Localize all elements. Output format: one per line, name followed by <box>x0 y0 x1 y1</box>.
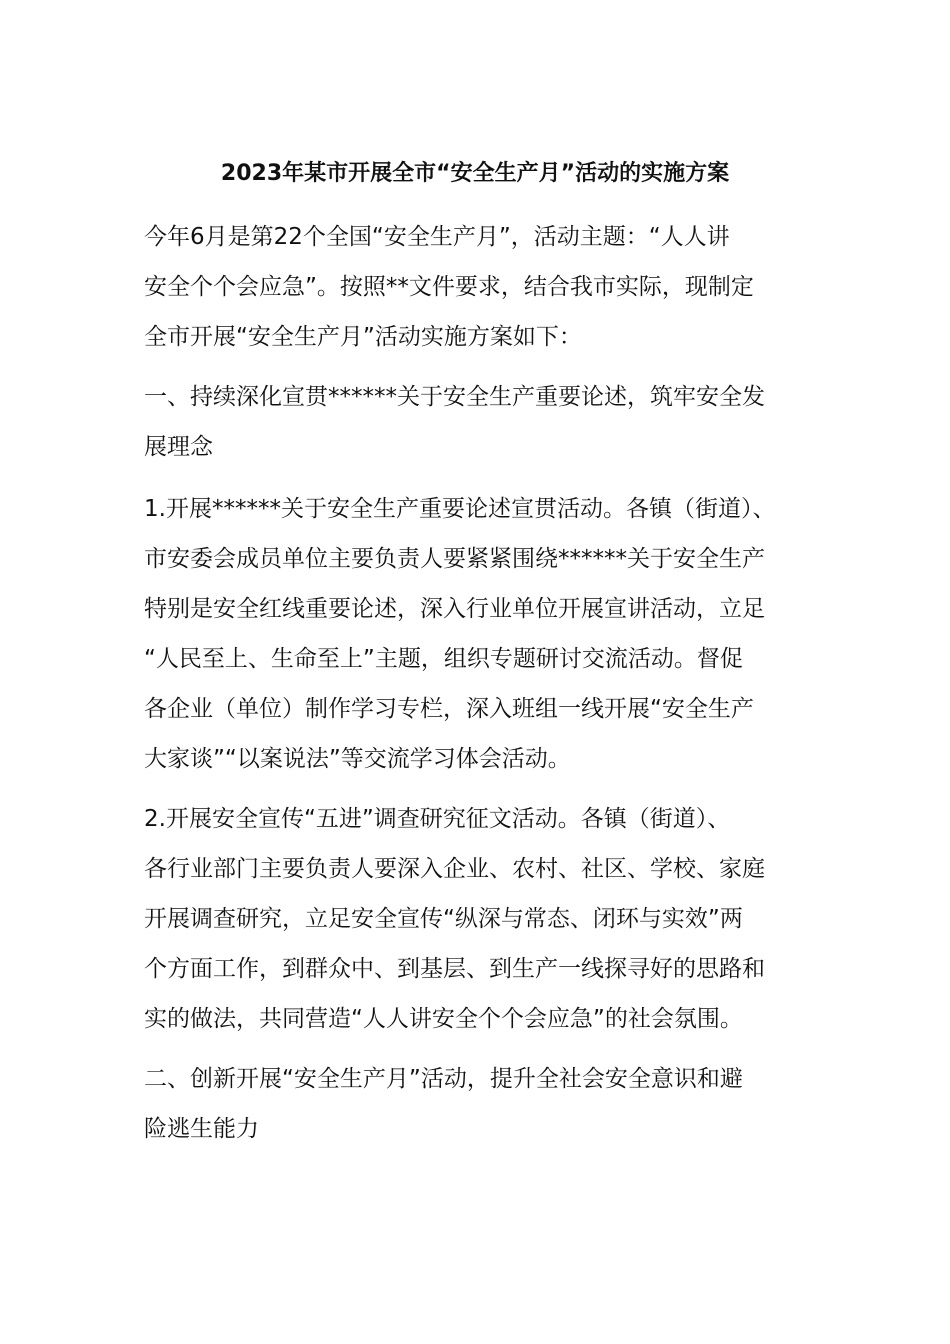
paragraph-line: 各行业部门主要负责人要深入企业、农村、社区、学校、家庭 <box>144 856 765 882</box>
paragraph-line: 大家谈”“以案说法”等交流学习体会活动。 <box>144 746 571 772</box>
paragraph-line: 实的做法，共同营造“人人讲安全个个会应急”的社会氛围。 <box>144 1006 743 1032</box>
document-title: 2023年某市开展全市“安全生产月”活动的实施方案 <box>220 161 730 186</box>
paragraph-line: 展理念 <box>144 434 213 460</box>
paragraph-line: 个方面工作，到群众中、到基层、到生产一线探寻好的思路和 <box>144 956 765 982</box>
paragraph-line: 1.开展******关于安全生产重要论述宣贯活动。各镇（街道）、 <box>144 496 776 522</box>
paragraph-line: 全市开展“安全生产月”活动实施方案如下： <box>144 324 582 350</box>
paragraph-line: 开展调查研究，立足安全宣传“纵深与常态、闭环与实效”两 <box>144 906 743 932</box>
paragraph-line: 安全个个会应急”。按照**文件要求，结合我市实际，现制定 <box>144 274 754 300</box>
paragraph-line: 一、持续深化宣贯******关于安全生产重要论述，筑牢安全发 <box>144 384 765 410</box>
paragraph-line: 今年6月是第22个全国“安全生产月”，活动主题：“人人讲 <box>144 224 730 250</box>
paragraph-line: 2.开展安全宣传“五进”调查研究征文活动。各镇（街道）、 <box>144 806 731 832</box>
paragraph-line: 险逃生能力 <box>144 1116 259 1142</box>
paragraph-line: 各企业（单位）制作学习专栏，深入班组一线开展“安全生产 <box>144 696 754 722</box>
paragraph-line: “人民至上、生命至上”主题，组织专题研讨交流活动。督促 <box>144 646 743 672</box>
paragraph-line: 特别是安全红线重要论述，深入行业单位开展宣讲活动，立足 <box>144 596 765 622</box>
paragraph-item-2 <box>144 794 814 1044</box>
paragraph-intro <box>144 212 814 362</box>
section-heading-1 <box>144 372 814 472</box>
paragraph-line: 市安委会成员单位主要负责人要紧紧围绕******关于安全生产 <box>144 546 765 572</box>
section-heading-2 <box>144 1054 814 1154</box>
paragraph-item-1 <box>144 484 814 784</box>
paragraph-line: 二、创新开展“安全生产月”活动，提升全社会安全意识和避 <box>144 1066 743 1092</box>
